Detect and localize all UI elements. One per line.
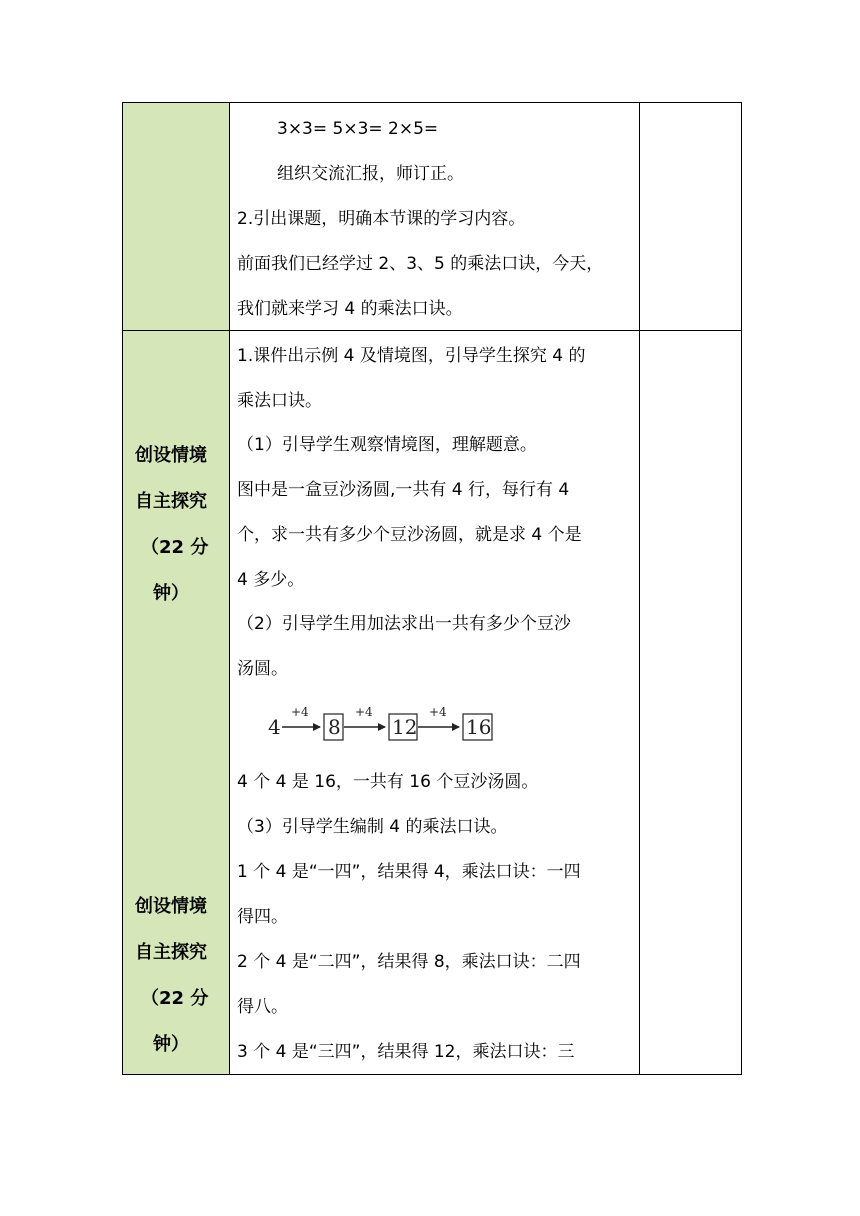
stage-label-b — [135, 884, 208, 1068]
table-border-mid — [122, 330, 742, 331]
stage-line: 创设情境 — [135, 896, 207, 917]
stage-line: 钟） — [153, 1034, 189, 1055]
content-line: 得四。 — [237, 907, 288, 927]
table-border-right — [741, 102, 742, 1075]
stage-line: 自主探究 — [135, 491, 207, 512]
flow-box-value: 8 — [328, 715, 341, 739]
stage-line: （22 分 — [141, 537, 209, 558]
flow-box-value: 16 — [466, 715, 492, 739]
stage-cell-top — [123, 103, 229, 330]
content-line: 汤圆。 — [237, 659, 288, 679]
content-line: 1 个 4 是“一四”，结果得 4，乘法口诀：一四 — [237, 862, 581, 882]
flow-step-label: +4 — [291, 705, 309, 719]
flow-start-number: 4 — [268, 715, 281, 739]
flow-box-value: 12 — [392, 715, 418, 739]
content-line: 组织交流汇报，师订正。 — [277, 164, 464, 184]
stage-label-a — [135, 433, 208, 617]
content-line: 4 多少。 — [237, 570, 305, 590]
content-line: 4 个 4 是 16，一共有 16 个豆沙汤圆。 — [237, 772, 539, 792]
content-line: （1）引导学生观察情境图，理解题意。 — [237, 435, 537, 455]
content-line: 图中是一盒豆沙汤圆,一共有 4 行，每行有 4 — [237, 480, 570, 500]
table-border-top — [122, 102, 742, 103]
content-line: 我们就来学习 4 的乘法口诀。 — [237, 299, 463, 319]
content-line: 1.课件出示例 4 及情境图，引导学生探究 4 的 — [237, 346, 586, 366]
stage-line: （22 分 — [141, 988, 209, 1009]
addition-flow-diagram — [268, 702, 498, 746]
content-line: 2.引出课题，明确本节课的学习内容。 — [237, 209, 526, 229]
content-line: 个，求一共有多少个豆沙汤圆，就是求 4 个是 — [237, 525, 582, 545]
stage-line: 创设情境 — [135, 445, 207, 466]
content-line: 乘法口诀。 — [237, 391, 322, 411]
table-border-left — [122, 102, 123, 1075]
table-border-bottom — [122, 1074, 742, 1075]
stage-line: 钟） — [153, 583, 189, 604]
flow-step-label: +4 — [355, 705, 373, 719]
stage-line: 自主探究 — [135, 942, 207, 963]
content-line: 前面我们已经学过 2、3、5 的乘法口诀，今天， — [237, 254, 604, 274]
flow-step-label: +4 — [429, 705, 447, 719]
content-line: （2）引导学生用加法求出一共有多少个豆沙 — [237, 614, 571, 634]
table-divider-2 — [639, 102, 640, 1075]
content-line: 得八。 — [237, 997, 288, 1017]
content-line: （3）引导学生编制 4 的乘法口诀。 — [237, 817, 508, 837]
content-line: 2 个 4 是“二四”，结果得 8，乘法口诀：二四 — [237, 952, 581, 972]
content-line: 3 个 4 是“三四”，结果得 12，乘法口诀：三 — [237, 1042, 575, 1062]
content-line: 3×3= 5×3= 2×5= — [277, 119, 439, 139]
table-divider-1 — [229, 102, 230, 1075]
